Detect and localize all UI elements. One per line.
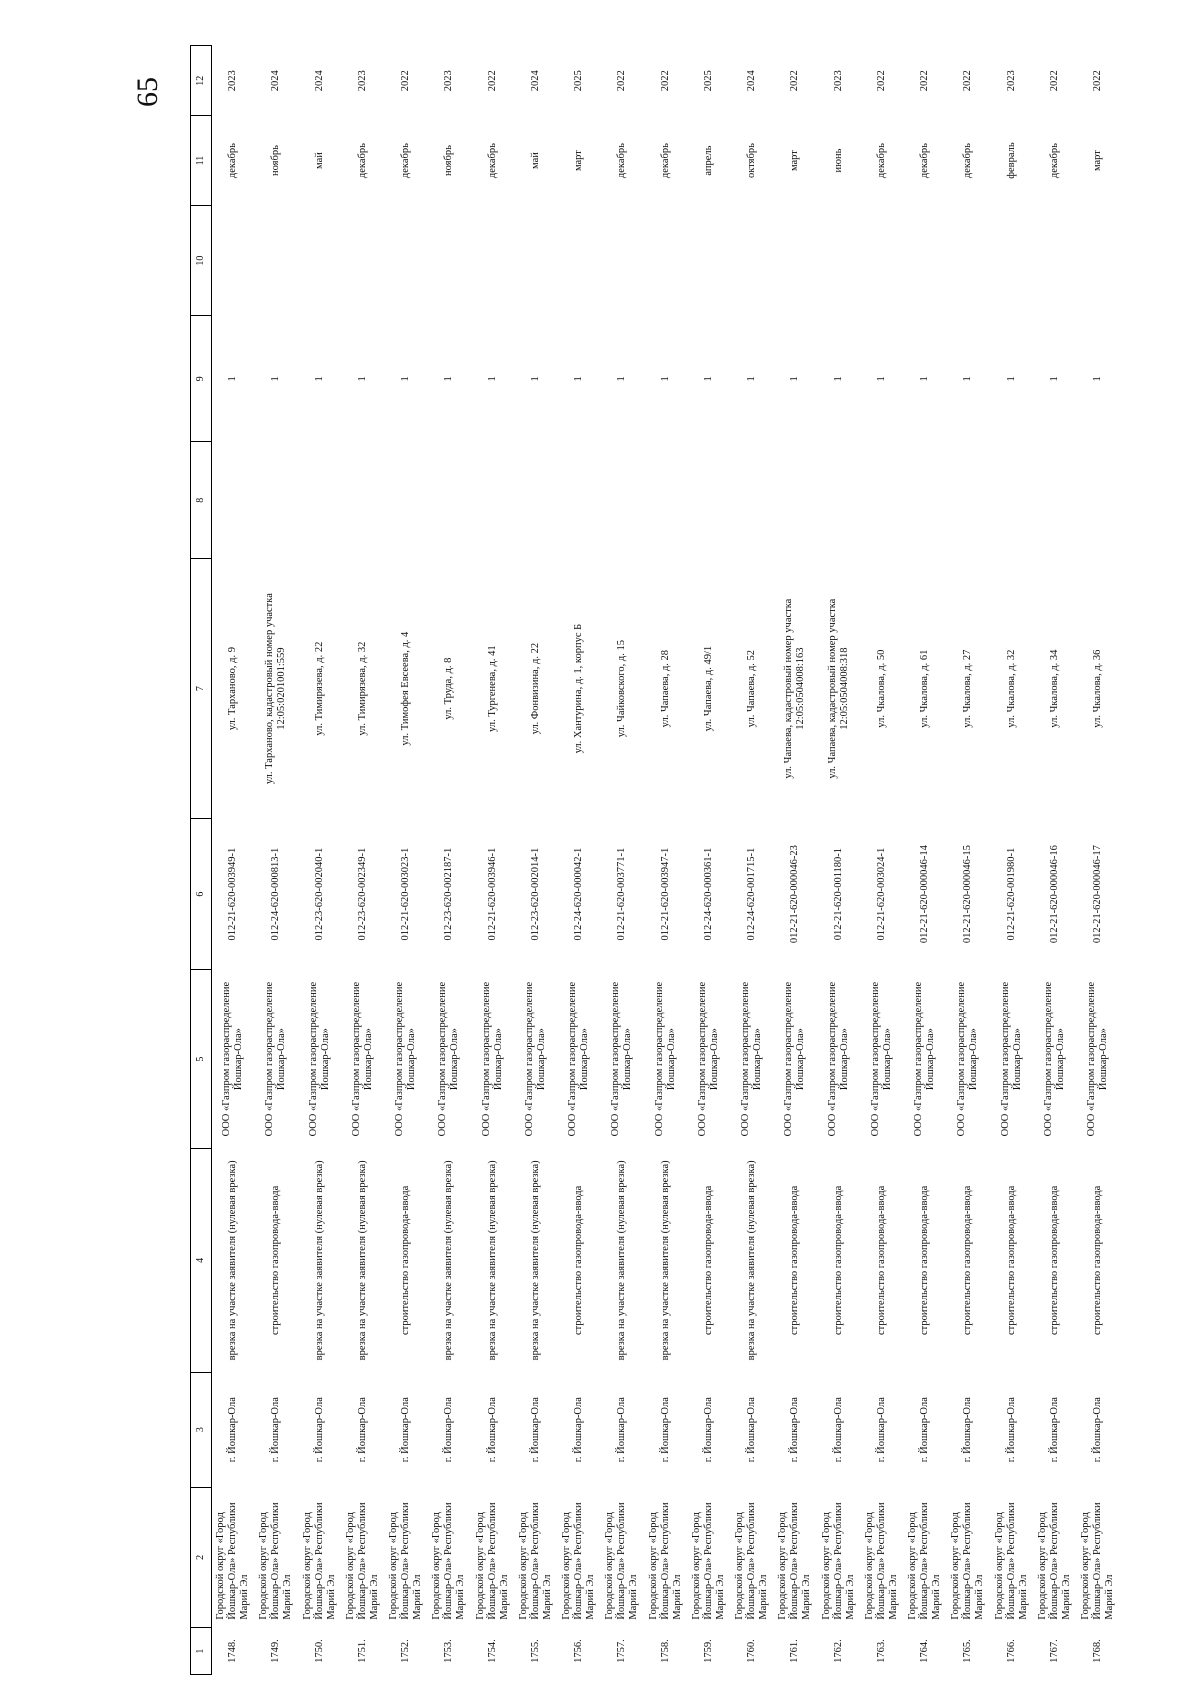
address-cell: ул. Чкалова, д. 34 xyxy=(1048,649,1060,728)
work-type-cell: врезка на участке заявителя (нулевая врезка) xyxy=(746,1160,758,1361)
district-cell: Городской округ «Город Йошкар-Ола» Республики Марий Эл xyxy=(820,1502,856,1620)
row-number: 1767. xyxy=(1048,1639,1060,1663)
col10-cell xyxy=(212,205,255,316)
organization-cell: ООО «Газпром газораспределение Йошкар-Ола» xyxy=(826,981,850,1137)
organization-cell: ООО «Газпром газораспределение Йошкар-Ола» xyxy=(956,981,980,1137)
address-cell: ул. Чкалова, д. 61 xyxy=(919,649,931,728)
rotated-table-container xyxy=(190,45,1120,1675)
table-row xyxy=(947,46,990,1675)
code-cell: 012-21-620-003771-1 xyxy=(616,847,628,941)
page-number: 65 xyxy=(131,77,164,107)
code-cell: 012-21-620-001180-1 xyxy=(832,847,844,941)
row-number: 1763. xyxy=(875,1639,887,1663)
table-row xyxy=(860,46,903,1675)
work-type-cell: врезка на участке заявителя (нулевая врезка) xyxy=(659,1160,671,1361)
table-row xyxy=(558,46,601,1675)
col8-cell xyxy=(298,442,341,559)
table-row xyxy=(212,46,255,1675)
quantity-cell: 1 xyxy=(616,376,628,382)
district-cell: Городской округ «Город Йошкар-Ола» Республики Марий Эл xyxy=(301,1502,337,1620)
address-cell: ул. Тимирязева, д. 32 xyxy=(356,641,368,736)
district-cell: Городской округ «Город Йошкар-Ола» Республики Марий Эл xyxy=(1036,1502,1072,1620)
address-cell: ул. Чкалова, д. 36 xyxy=(1092,649,1104,728)
row-number: 1761. xyxy=(789,1639,801,1663)
district-cell: Городской округ «Город Йошкар-Ола» Республики Марий Эл xyxy=(258,1502,294,1620)
month-cell: декабрь xyxy=(356,143,368,179)
district-cell: Городской округ «Город Йошкар-Ола» Республики Марий Эл xyxy=(1080,1502,1116,1620)
table-row xyxy=(1077,46,1121,1675)
code-cell: 012-21-620-003947-1 xyxy=(659,847,671,941)
col8-cell xyxy=(860,442,903,559)
organization-cell: ООО «Газпром газораспределение Йошкар-Ола» xyxy=(610,981,634,1137)
code-cell: 012-24-620-000361-1 xyxy=(702,847,714,941)
year-cell: 2024 xyxy=(529,70,541,92)
month-cell: декабрь xyxy=(659,143,671,179)
city-cell: г. Йошкар-Ола xyxy=(1048,1397,1060,1463)
year-cell: 2022 xyxy=(486,70,498,92)
table-row xyxy=(904,46,947,1675)
col8-cell xyxy=(385,442,428,559)
city-cell: г. Йошкар-Ола xyxy=(789,1397,801,1463)
col10-cell xyxy=(255,205,298,316)
year-cell: 2023 xyxy=(1005,70,1017,92)
work-type-cell: строительство газопровода-ввода xyxy=(962,1185,974,1336)
organization-cell: ООО «Газпром газораспределение Йошкар-Ола» xyxy=(653,981,677,1137)
col10-cell xyxy=(947,205,990,316)
column-header-8: 8 xyxy=(191,442,212,559)
work-type-cell: врезка на участке заявителя (нулевая врезка) xyxy=(356,1160,368,1361)
col8-cell xyxy=(817,442,860,559)
city-cell: г. Йошкар-Ола xyxy=(227,1397,239,1463)
column-header-6: 6 xyxy=(191,819,212,970)
address-cell: ул. Тургенева, д. 41 xyxy=(486,645,498,732)
month-cell: октябрь xyxy=(746,143,758,179)
quantity-cell: 1 xyxy=(919,376,931,382)
col8-cell xyxy=(514,442,557,559)
code-cell: 012-21-620-000046-23 xyxy=(789,845,801,944)
code-cell: 012-23-620-002040-1 xyxy=(313,847,325,941)
work-type-cell: врезка на участке заявителя (нулевая врезка) xyxy=(227,1160,239,1361)
month-cell: декабрь xyxy=(962,143,974,179)
quantity-cell: 1 xyxy=(746,376,758,382)
quantity-cell: 1 xyxy=(659,376,671,382)
col8-cell xyxy=(1033,442,1076,559)
col8-cell xyxy=(947,442,990,559)
organization-cell: ООО «Газпром газораспределение Йошкар-Ола» xyxy=(350,981,374,1137)
column-header-7: 7 xyxy=(191,559,212,819)
code-cell: 012-21-620-003946-1 xyxy=(486,847,498,941)
year-cell: 2022 xyxy=(875,70,887,92)
quantity-cell: 1 xyxy=(313,376,325,382)
quantity-cell: 1 xyxy=(443,376,455,382)
table-row xyxy=(1033,46,1076,1675)
col10-cell xyxy=(514,205,557,316)
col10-cell xyxy=(644,205,687,316)
work-type-cell: строительство газопровода-ввода xyxy=(1005,1185,1017,1336)
quantity-cell: 1 xyxy=(875,376,887,382)
col8-cell xyxy=(904,442,947,559)
organization-cell: ООО «Газпром газораспределение Йошкар-Ола» xyxy=(567,981,591,1137)
city-cell: г. Йошкар-Ола xyxy=(919,1397,931,1463)
organization-cell: ООО «Газпром газораспределение Йошкар-Ола» xyxy=(999,981,1023,1137)
column-header-4: 4 xyxy=(191,1149,212,1373)
table-row xyxy=(687,46,730,1675)
col8-cell xyxy=(212,442,255,559)
year-cell: 2023 xyxy=(356,70,368,92)
col8-cell xyxy=(774,442,817,559)
row-number: 1759. xyxy=(702,1639,714,1663)
col8-cell xyxy=(687,442,730,559)
column-header-3: 3 xyxy=(191,1372,212,1487)
address-cell: ул. Тарханово, кадастровый номер участка 12:05:0201001:559 xyxy=(264,593,288,785)
code-cell: 012-23-620-002014-1 xyxy=(529,847,541,941)
column-header-5: 5 xyxy=(191,970,212,1149)
col10-cell xyxy=(1033,205,1076,316)
col8-cell xyxy=(601,442,644,559)
organization-cell: ООО «Газпром газораспределение Йошкар-Ола» xyxy=(1042,981,1066,1137)
organization-cell: ООО «Газпром газораспределение Йошкар-Ола» xyxy=(913,981,937,1137)
table-row xyxy=(514,46,557,1675)
code-cell: 012-23-620-002349-1 xyxy=(356,847,368,941)
month-cell: декабрь xyxy=(919,143,931,179)
header-row xyxy=(191,46,212,1675)
month-cell: декабрь xyxy=(227,143,239,179)
address-cell: ул. Фонвизина, д. 22 xyxy=(529,642,541,735)
month-cell: март xyxy=(1092,150,1104,172)
row-number: 1752. xyxy=(400,1639,412,1663)
table-row xyxy=(774,46,817,1675)
organization-cell: ООО «Газпром газораспределение Йошкар-Ола» xyxy=(221,981,245,1137)
address-cell: ул. Чапаева, д. 52 xyxy=(746,649,758,728)
year-cell: 2022 xyxy=(400,70,412,92)
quantity-cell: 1 xyxy=(1092,376,1104,382)
year-cell: 2025 xyxy=(573,70,585,92)
city-cell: г. Йошкар-Ола xyxy=(573,1397,585,1463)
work-type-cell: строительство газопровода-ввода xyxy=(1048,1185,1060,1336)
table-row xyxy=(731,46,774,1675)
col10-cell xyxy=(774,205,817,316)
code-cell: 012-21-620-000046-17 xyxy=(1092,845,1104,944)
col10-cell xyxy=(385,205,428,316)
month-cell: апрель xyxy=(702,145,714,176)
table-row xyxy=(428,46,471,1675)
table-header xyxy=(191,46,212,1675)
month-cell: декабрь xyxy=(400,143,412,179)
year-cell: 2022 xyxy=(1048,70,1060,92)
year-cell: 2022 xyxy=(1092,70,1104,92)
register-table xyxy=(190,45,1120,1675)
code-cell: 012-21-620-000046-15 xyxy=(962,845,974,944)
work-type-cell: строительство газопровода-ввода xyxy=(400,1185,412,1336)
city-cell: г. Йошкар-Ола xyxy=(659,1397,671,1463)
row-number: 1754. xyxy=(486,1639,498,1663)
city-cell: г. Йошкар-Ола xyxy=(702,1397,714,1463)
code-cell: 012-24-620-001715-1 xyxy=(746,847,758,941)
organization-cell: ООО «Газпром газораспределение Йошкар-Ола» xyxy=(264,981,288,1137)
year-cell: 2024 xyxy=(746,70,758,92)
col8-cell xyxy=(255,442,298,559)
city-cell: г. Йошкар-Ола xyxy=(313,1397,325,1463)
district-cell: Городской округ «Город Йошкар-Ола» Республики Марий Эл xyxy=(604,1502,640,1620)
quantity-cell: 1 xyxy=(1048,376,1060,382)
work-type-cell: строительство газопровода-ввода xyxy=(1092,1185,1104,1336)
month-cell: июнь xyxy=(832,148,844,173)
year-cell: 2023 xyxy=(227,70,239,92)
month-cell: декабрь xyxy=(1048,143,1060,179)
year-cell: 2022 xyxy=(659,70,671,92)
year-cell: 2022 xyxy=(962,70,974,92)
address-cell: ул. Чапаева, кадастровый номер участка 12:05:0504008:163 xyxy=(783,598,807,779)
month-cell: март xyxy=(573,150,585,172)
organization-cell: ООО «Газпром газораспределение Йошкар-Ола» xyxy=(869,981,893,1137)
work-type-cell: врезка на участке заявителя (нулевая врезка) xyxy=(616,1160,628,1361)
address-cell: ул. Тарханово, д. 9 xyxy=(227,647,239,731)
quantity-cell: 1 xyxy=(356,376,368,382)
row-number: 1760. xyxy=(746,1639,758,1663)
quantity-cell: 1 xyxy=(962,376,974,382)
col8-cell xyxy=(1077,442,1121,559)
organization-cell: ООО «Газпром газораспределение Йошкар-Ола» xyxy=(394,981,418,1137)
city-cell: г. Йошкар-Ола xyxy=(746,1397,758,1463)
district-cell: Городской округ «Город Йошкар-Ола» Республики Марий Эл xyxy=(388,1502,424,1620)
work-type-cell: строительство газопровода-ввода xyxy=(702,1185,714,1336)
col8-cell xyxy=(341,442,384,559)
col8-cell xyxy=(644,442,687,559)
col10-cell xyxy=(601,205,644,316)
city-cell: г. Йошкар-Ола xyxy=(616,1397,628,1463)
col8-cell xyxy=(731,442,774,559)
city-cell: г. Йошкар-Ола xyxy=(356,1397,368,1463)
quantity-cell: 1 xyxy=(400,376,412,382)
address-cell: ул. Чапаева, д. 28 xyxy=(659,649,671,728)
row-number: 1755. xyxy=(529,1639,541,1663)
organization-cell: ООО «Газпром газораспределение Йошкар-Ола» xyxy=(1086,981,1110,1137)
work-type-cell: врезка на участке заявителя (нулевая врезка) xyxy=(313,1160,325,1361)
month-cell: май xyxy=(529,152,541,169)
year-cell: 2024 xyxy=(270,70,282,92)
city-cell: г. Йошкар-Ола xyxy=(529,1397,541,1463)
table-row xyxy=(255,46,298,1675)
month-cell: май xyxy=(313,152,325,169)
table-row xyxy=(644,46,687,1675)
city-cell: г. Йошкар-Ола xyxy=(1005,1397,1017,1463)
quantity-cell: 1 xyxy=(529,376,541,382)
quantity-cell: 1 xyxy=(1005,376,1017,382)
col10-cell xyxy=(471,205,514,316)
col10-cell xyxy=(731,205,774,316)
row-number: 1748. xyxy=(227,1639,239,1663)
col10-cell xyxy=(904,205,947,316)
month-cell: февраль xyxy=(1005,142,1017,179)
city-cell: г. Йошкар-Ола xyxy=(270,1397,282,1463)
district-cell: Городской округ «Город Йошкар-Ола» Республики Марий Эл xyxy=(993,1502,1029,1620)
code-cell: 012-21-620-003023-1 xyxy=(400,847,412,941)
city-cell: г. Йошкар-Ола xyxy=(875,1397,887,1463)
year-cell: 2023 xyxy=(443,70,455,92)
table-row xyxy=(341,46,384,1675)
table-body xyxy=(212,46,1121,1675)
address-cell: ул. Тимирязева, д. 22 xyxy=(313,641,325,736)
district-cell: Городской округ «Город Йошкар-Ола» Республики Марий Эл xyxy=(517,1502,553,1620)
row-number: 1764. xyxy=(919,1639,931,1663)
row-number: 1766. xyxy=(1005,1639,1017,1663)
organization-cell: ООО «Газпром газораспределение Йошкар-Ола» xyxy=(437,981,461,1137)
quantity-cell: 1 xyxy=(702,376,714,382)
address-cell: ул. Труда, д. 8 xyxy=(443,657,455,720)
code-cell: 012-24-620-000042-1 xyxy=(573,847,585,941)
address-cell: ул. Чкалова, д. 32 xyxy=(1005,649,1017,728)
district-cell: Городской округ «Город Йошкар-Ола» Республики Марий Эл xyxy=(950,1502,986,1620)
quantity-cell: 1 xyxy=(486,376,498,382)
col8-cell xyxy=(990,442,1033,559)
table-row xyxy=(817,46,860,1675)
year-cell: 2022 xyxy=(919,70,931,92)
district-cell: Городской округ «Город Йошкар-Ола» Республики Марий Эл xyxy=(863,1502,899,1620)
quantity-cell: 1 xyxy=(832,376,844,382)
col10-cell xyxy=(558,205,601,316)
district-cell: Городской округ «Город Йошкар-Ола» Республики Марий Эл xyxy=(344,1502,380,1620)
work-type-cell: строительство газопровода-ввода xyxy=(573,1185,585,1336)
work-type-cell: строительство газопровода-ввода xyxy=(789,1185,801,1336)
month-cell: декабрь xyxy=(486,143,498,179)
organization-cell: ООО «Газпром газораспределение Йошкар-Ола» xyxy=(696,981,720,1137)
address-cell: ул. Чкалова, д. 27 xyxy=(962,649,974,728)
address-cell: ул. Хантурина, д. 1, корпус Б xyxy=(573,623,585,754)
column-header-1: 1 xyxy=(191,1628,212,1675)
work-type-cell: строительство газопровода-ввода xyxy=(875,1185,887,1336)
col10-cell xyxy=(687,205,730,316)
year-cell: 2024 xyxy=(313,70,325,92)
col10-cell xyxy=(990,205,1033,316)
organization-cell: ООО «Газпром газораспределение Йошкар-Ола» xyxy=(523,981,547,1137)
city-cell: г. Йошкар-Ола xyxy=(962,1397,974,1463)
row-number: 1750. xyxy=(313,1639,325,1663)
row-number: 1757. xyxy=(616,1639,628,1663)
work-type-cell: строительство газопровода-ввода xyxy=(919,1185,931,1336)
code-cell: 012-23-620-002187-1 xyxy=(443,847,455,941)
col10-cell xyxy=(341,205,384,316)
code-cell: 012-21-620-003024-1 xyxy=(875,847,887,941)
table-row xyxy=(298,46,341,1675)
column-header-9: 9 xyxy=(191,316,212,442)
month-cell: ноябрь xyxy=(443,145,455,177)
code-cell: 012-21-620-000046-14 xyxy=(919,845,931,944)
year-cell: 2022 xyxy=(789,70,801,92)
column-header-12: 12 xyxy=(191,46,212,116)
row-number: 1768. xyxy=(1092,1639,1104,1663)
district-cell: Городской округ «Город Йошкар-Ола» Республики Марий Эл xyxy=(734,1502,770,1620)
month-cell: март xyxy=(789,150,801,172)
organization-cell: ООО «Газпром газораспределение Йошкар-Ола» xyxy=(480,981,504,1137)
code-cell: 012-21-620-000046-16 xyxy=(1048,845,1060,944)
district-cell: Городской округ «Город Йошкар-Ола» Республики Марий Эл xyxy=(647,1502,683,1620)
district-cell: Городской округ «Город Йошкар-Ола» Республики Марий Эл xyxy=(561,1502,597,1620)
quantity-cell: 1 xyxy=(270,376,282,382)
organization-cell: ООО «Газпром газораспределение Йошкар-Ола» xyxy=(307,981,331,1137)
city-cell: г. Йошкар-Ола xyxy=(443,1397,455,1463)
column-header-2: 2 xyxy=(191,1487,212,1628)
col8-cell xyxy=(558,442,601,559)
month-cell: декабрь xyxy=(875,143,887,179)
month-cell: декабрь xyxy=(616,143,628,179)
quantity-cell: 1 xyxy=(573,376,585,382)
work-type-cell: врезка на участке заявителя (нулевая врезка) xyxy=(486,1160,498,1361)
district-cell: Городской округ «Город Йошкар-Ола» Республики Марий Эл xyxy=(907,1502,943,1620)
address-cell: ул. Чапаева, д. 49/1 xyxy=(702,645,714,732)
district-cell: Городской округ «Город Йошкар-Ола» Республики Марий Эл xyxy=(215,1502,251,1620)
city-cell: г. Йошкар-Ола xyxy=(1092,1397,1104,1463)
col10-cell xyxy=(428,205,471,316)
table-row xyxy=(990,46,1033,1675)
address-cell: ул. Чкалова, д. 50 xyxy=(875,649,887,728)
work-type-cell: строительство газопровода-ввода xyxy=(832,1185,844,1336)
city-cell: г. Йошкар-Ола xyxy=(832,1397,844,1463)
column-header-11: 11 xyxy=(191,116,212,205)
organization-cell: ООО «Газпром газораспределение Йошкар-Ола» xyxy=(783,981,807,1137)
work-type-cell: врезка на участке заявителя (нулевая врезка) xyxy=(443,1160,455,1361)
city-cell: г. Йошкар-Ола xyxy=(486,1397,498,1463)
row-number: 1756. xyxy=(573,1639,585,1663)
work-type-cell: строительство газопровода-ввода xyxy=(270,1185,282,1336)
district-cell: Городской округ «Город Йошкар-Ола» Республики Марий Эл xyxy=(777,1502,813,1620)
year-cell: 2023 xyxy=(832,70,844,92)
row-number: 1758. xyxy=(659,1639,671,1663)
city-cell: г. Йошкар-Ола xyxy=(400,1397,412,1463)
row-number: 1749. xyxy=(270,1639,282,1663)
district-cell: Городской округ «Город Йошкар-Ола» Республики Марий Эл xyxy=(474,1502,510,1620)
col10-cell xyxy=(817,205,860,316)
organization-cell: ООО «Газпром газораспределение Йошкар-Ола» xyxy=(740,981,764,1137)
year-cell: 2022 xyxy=(616,70,628,92)
code-cell: 012-21-620-003949-1 xyxy=(227,847,239,941)
quantity-cell: 1 xyxy=(789,376,801,382)
quantity-cell: 1 xyxy=(227,376,239,382)
table-row xyxy=(471,46,514,1675)
col8-cell xyxy=(428,442,471,559)
table-row xyxy=(601,46,644,1675)
row-number: 1765. xyxy=(962,1639,974,1663)
month-cell: ноябрь xyxy=(270,145,282,177)
column-header-10: 10 xyxy=(191,205,212,316)
row-number: 1762. xyxy=(832,1639,844,1663)
district-cell: Городской округ «Город Йошкар-Ола» Республики Марий Эл xyxy=(431,1502,467,1620)
col10-cell xyxy=(860,205,903,316)
code-cell: 012-24-620-000813-1 xyxy=(270,847,282,941)
work-type-cell: врезка на участке заявителя (нулевая врезка) xyxy=(529,1160,541,1361)
table-row xyxy=(385,46,428,1675)
address-cell: ул. Чайковского, д. 15 xyxy=(616,640,628,738)
address-cell: ул. Чапаева, кадастровый номер участка 12:05:0504008:318 xyxy=(826,598,850,779)
year-cell: 2025 xyxy=(702,70,714,92)
row-number: 1751. xyxy=(356,1639,368,1663)
col10-cell xyxy=(298,205,341,316)
address-cell: ул. Тимофея Евсеева, д. 4 xyxy=(400,631,412,746)
district-cell: Городской округ «Город Йошкар-Ола» Республики Марий Эл xyxy=(690,1502,726,1620)
row-number: 1753. xyxy=(443,1639,455,1663)
col10-cell xyxy=(1077,205,1121,316)
col8-cell xyxy=(471,442,514,559)
code-cell: 012-21-620-001980-1 xyxy=(1005,847,1017,941)
